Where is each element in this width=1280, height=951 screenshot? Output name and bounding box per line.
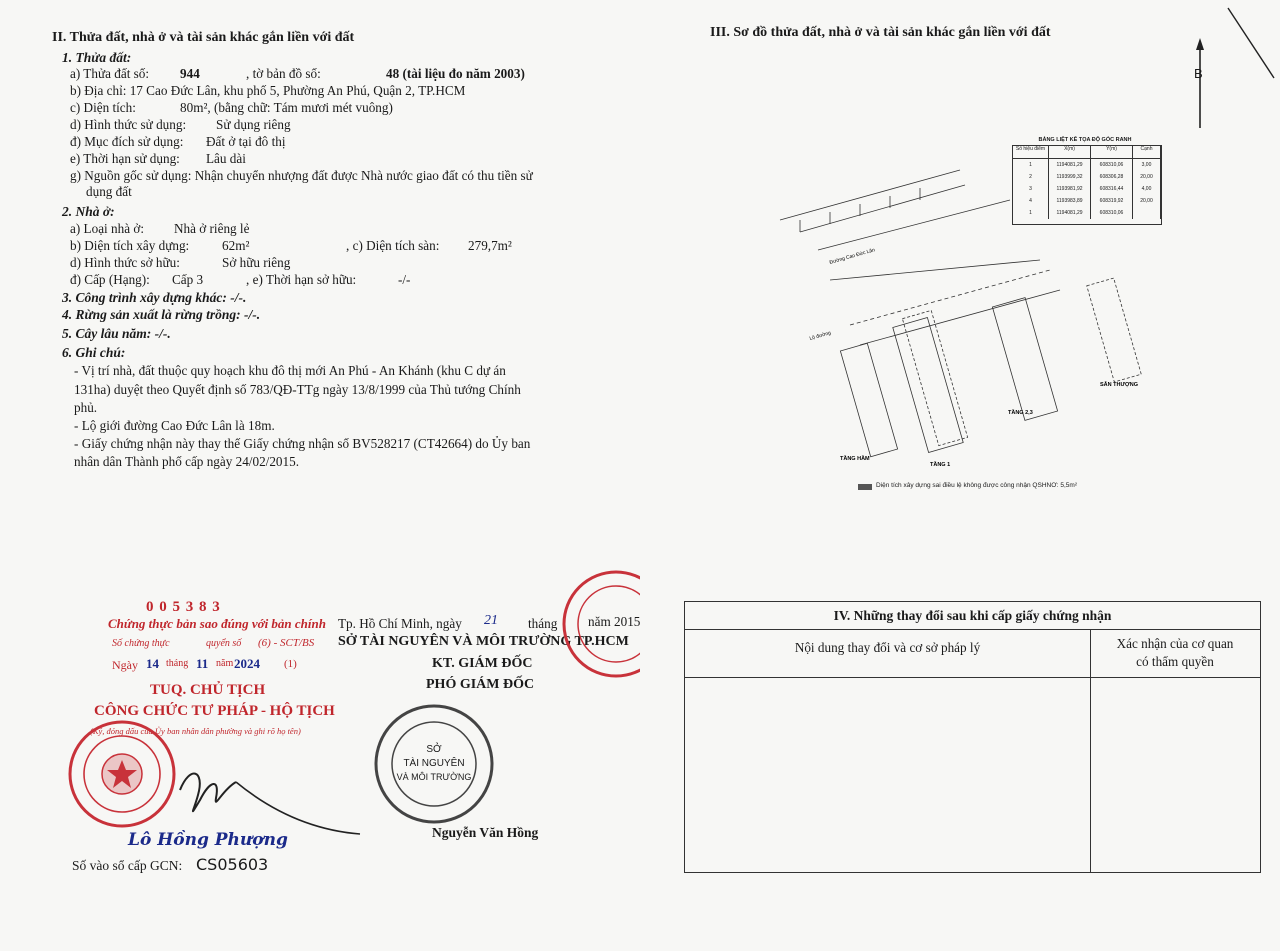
register-label: Số vào sổ cấp GCN: xyxy=(72,858,183,873)
legend-text: Diện tích xây dựng sai điều lệ không được công nhận QSHNƠ: 5,5m² xyxy=(876,482,1078,489)
coord-header-cell: Y(m) xyxy=(1091,146,1133,159)
note-1-line2: 131ha) duyệt theo Quyết định số 783/QĐ-TTg ngày 13/8/1999 của Thủ tướng Chính xyxy=(74,382,521,397)
basement-label: TẦNG HẦM xyxy=(840,456,870,462)
certify-line3-a: Ngày xyxy=(112,658,138,672)
certify-line3-g: (1) xyxy=(284,658,297,670)
issuer-role1: KT. GIÁM ĐỐC xyxy=(432,656,533,671)
coord-cell: 4,00 xyxy=(1133,183,1161,195)
coord-cell: 1193999,32 xyxy=(1049,171,1091,183)
terrace-label: SÂN THƯỢNG xyxy=(1100,382,1138,388)
issuer-dept: SỞ TÀI NGUYÊN VÀ MÔI TRƯỜNG TP.HCM xyxy=(338,634,629,649)
coord-cell: 20,00 xyxy=(1133,171,1161,183)
certify-signature-icon xyxy=(150,760,370,840)
house-ownership-value: Sở hữu riêng xyxy=(222,255,291,270)
land-area-value: 80m², (bằng chữ: Tám mươi mét vuông) xyxy=(180,100,393,115)
house-grade-label: đ) Cấp (Hạng): xyxy=(70,272,150,287)
certify-line1: Chứng thực bản sao đúng với bản chính xyxy=(108,616,326,631)
certify-instruction: (Ký, đóng dấu của Ủy ban nhân dân phường và ghi rõ họ tên) xyxy=(90,726,301,736)
certify-line2-a: Số chứng thực xyxy=(112,638,170,649)
coord-cell: 1 xyxy=(1013,159,1049,171)
house-floor-area-label: , c) Diện tích sàn: xyxy=(346,238,440,253)
issue-year: năm 2015 xyxy=(588,614,641,629)
land-map-label: , tờ bản đồ số: xyxy=(246,66,321,81)
coord-cell: 3,00 xyxy=(1133,159,1161,171)
house-grade-value: Cấp 3 xyxy=(172,272,204,287)
coord-cell: 608310,06 xyxy=(1091,207,1133,219)
production-forest: 4. Rừng sản xuất là rừng trồng: -/-. xyxy=(62,307,261,322)
north-label: B xyxy=(1194,66,1203,81)
land-map-number: 48 (tài liệu đo năm 2003) xyxy=(386,66,525,81)
house-term-label: , e) Thời hạn sở hữu: xyxy=(246,272,357,287)
certify-line2-b: quyển số xyxy=(206,638,242,649)
land-origin-line1: g) Nguồn gốc sử dụng: Nhận chuyển nhượng đất được Nhà nước giao đất có thu tiền sử xyxy=(70,168,533,183)
legend-swatch xyxy=(858,484,872,490)
certify-year: 2024 xyxy=(234,656,260,671)
lo-duong-label: Lộ đường xyxy=(808,330,832,342)
note-2: - Lộ giới đường Cao Đức Lân là 18m. xyxy=(74,418,275,433)
register-value: CS05603 xyxy=(196,855,269,874)
house-ownership-label: d) Hình thức sở hữu: xyxy=(70,255,180,270)
land-origin-line2: dụng đất xyxy=(86,184,132,199)
right-page xyxy=(640,0,1280,951)
house-term-value: -/- xyxy=(398,272,411,287)
street-label: Đường Cao Đức Lân xyxy=(828,247,876,266)
changes-col1: Nội dung thay đổi và cơ sở pháp lý xyxy=(794,640,981,655)
house-type-label: a) Loại nhà ở: xyxy=(70,221,144,236)
land-heading: 1. Thửa đất: xyxy=(62,50,132,65)
coord-cell: 608310,06 xyxy=(1091,159,1133,171)
certify-number: 0 0 5 3 8 3 xyxy=(146,599,221,615)
coord-header-cell: Số hiệu điểm xyxy=(1013,146,1049,159)
coord-cell: 1 xyxy=(1013,207,1049,219)
coord-cell: 1193981,92 xyxy=(1049,183,1091,195)
section-title-ii: II. Thửa đất, nhà ở và tài sản khác gắn liền với đất xyxy=(52,30,355,45)
issuer-name: Nguyễn Văn Hồng xyxy=(432,825,539,840)
floor1-label: TẦNG 1 xyxy=(930,462,951,468)
land-term-label: e) Thời hạn sử dụng: xyxy=(70,151,180,166)
changes-col2-line2: có thẩm quyền xyxy=(1136,654,1214,669)
land-usage-form-value: Sử dụng riêng xyxy=(216,117,291,132)
perennial-trees: 5. Cây lâu năm: -/-. xyxy=(62,326,171,341)
floor23-label: TẦNG 2,3 xyxy=(1008,410,1033,416)
coord-cell: 3 xyxy=(1013,183,1049,195)
coord-cell: 1194081,29 xyxy=(1049,159,1091,171)
land-parcel-number: 944 xyxy=(180,66,200,81)
certify-role: TUQ. CHỦ TỊCH xyxy=(150,682,266,698)
certify-line2-c: (6) - SCT/BS xyxy=(258,637,315,649)
house-heading: 2. Nhà ở: xyxy=(62,204,115,219)
section-title-iii: III. Sơ đồ thửa đất, nhà ở và tài sản khác gắn liền với đất xyxy=(710,25,1051,40)
land-area-label: c) Diện tích: xyxy=(70,100,136,115)
seal-line1: SỞ xyxy=(426,744,442,755)
note-1-line1: - Vị trí nhà, đất thuộc quy hoạch khu đô thị mới An Phú - An Khánh (khu C dự án xyxy=(74,363,506,378)
changes-table xyxy=(684,601,1261,873)
other-works: 3. Công trình xây dựng khác: -/-. xyxy=(62,290,247,305)
certify-month: 11 xyxy=(196,656,209,671)
certify-month-label: tháng xyxy=(166,658,189,669)
issuer-role2: PHÓ GIÁM ĐỐC xyxy=(426,677,535,692)
changes-header-divider xyxy=(685,677,1260,678)
changes-divider xyxy=(685,629,1260,630)
coord-header-cell: X(m) xyxy=(1049,146,1091,159)
seal-line2: TÀI NGUYÊN xyxy=(403,758,465,769)
changes-title: IV. Những thay đổi sau khi cấp giấy chứng nhận xyxy=(833,608,1112,623)
coord-cell: 1194081,29 xyxy=(1049,207,1091,219)
coord-cell: 1193983,89 xyxy=(1049,195,1091,207)
issue-date-label: Tp. Hồ Chí Minh, ngày xyxy=(338,616,462,631)
parcel-diagram xyxy=(770,140,1190,470)
coord-cell: 608319,92 xyxy=(1091,195,1133,207)
land-term-value: Lâu dài xyxy=(206,151,246,166)
coord-header-cell: Cạnh xyxy=(1133,146,1161,159)
land-purpose-value: Đất ở tại đô thị xyxy=(206,134,286,149)
note-3-line2: nhân dân Thành phố cấp ngày 24/02/2015. xyxy=(74,454,299,469)
certify-year-label: năm xyxy=(216,658,234,669)
certify-signer: Lô Hồng Phượng xyxy=(128,830,288,850)
coord-cell: 608306,28 xyxy=(1091,171,1133,183)
certify-day: 14 xyxy=(146,656,159,671)
coord-cell: 2 xyxy=(1013,171,1049,183)
notes-heading: 6. Ghi chú: xyxy=(62,345,126,360)
partial-red-seal-icon xyxy=(556,564,640,684)
note-1-line3: phủ. xyxy=(74,400,98,415)
department-seal xyxy=(372,702,496,826)
coord-cell: 608316,44 xyxy=(1091,183,1133,195)
house-type-value: Nhà ở riêng lẻ xyxy=(174,221,250,236)
house-build-area-label: b) Diện tích xây dựng: xyxy=(70,238,190,253)
land-usage-form-label: d) Hình thức sử dụng: xyxy=(70,117,187,132)
changes-col2-line1: Xác nhận của cơ quan xyxy=(1116,636,1234,651)
certify-title: CÔNG CHỨC TƯ PHÁP - HỘ TỊCH xyxy=(94,703,335,719)
north-arrow-icon xyxy=(1188,38,1212,134)
land-purpose-label: đ) Mục đích sử dụng: xyxy=(70,134,184,149)
note-3-line1: - Giấy chứng nhận này thay thế Giấy chứng nhận số BV528217 (CT42664) do Ủy ban xyxy=(74,436,531,451)
issue-month-label: tháng xyxy=(528,616,558,631)
coord-table-title: BẢNG LIỆT KÊ TỌA ĐỘ GÓC RANH xyxy=(1038,137,1132,143)
land-parcel-label: a) Thửa đất số: xyxy=(70,66,150,81)
seal-line3: VÀ MÔI TRƯỜNG xyxy=(396,772,472,782)
land-address: b) Địa chỉ: 17 Cao Đức Lân, khu phố 5, Phường An Phú, Quận 2, TP.HCM xyxy=(70,83,466,98)
house-build-area-value: 62m² xyxy=(222,238,250,253)
house-floor-area-value: 279,7m² xyxy=(468,238,512,253)
corner-line-icon xyxy=(1224,0,1280,80)
coord-cell: 20,00 xyxy=(1133,195,1161,207)
issue-day: 21 xyxy=(484,613,498,628)
coord-cell: 4 xyxy=(1013,195,1049,207)
